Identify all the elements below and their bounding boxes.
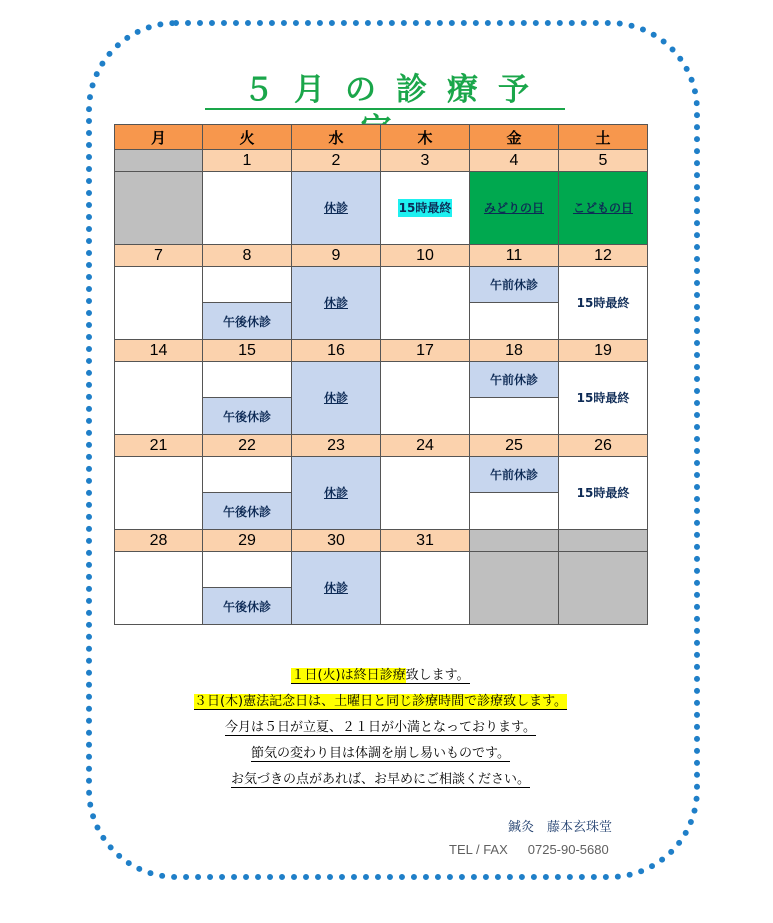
date-cell: 1: [203, 150, 292, 172]
note-text: ３日(木)憲法記念日は、土曜日と同じ診療時間で診療致します。: [193, 694, 568, 709]
date-cell: 7: [115, 245, 203, 267]
note-highlight: １日(火)は終日診療: [291, 668, 406, 683]
holiday-cell: [470, 172, 559, 245]
date-cell: 17: [381, 340, 470, 362]
date-cell: 3: [381, 150, 470, 172]
weekday-wed: 水: [292, 125, 381, 150]
date-cell: 28: [115, 530, 203, 552]
note-line-2: [114, 690, 647, 716]
afternoon-closed: 午後休診: [203, 493, 291, 529]
schedule-cell: [381, 267, 470, 340]
notes-block: [114, 664, 647, 794]
morning-half: [203, 552, 291, 588]
morning-closed: 午前休診: [470, 457, 558, 493]
date-row: [115, 150, 648, 172]
date-row: [115, 435, 648, 457]
schedule-cell: [115, 552, 203, 625]
date-cell: 11: [470, 245, 559, 267]
date-cell: 23: [292, 435, 381, 457]
date-cell: 24: [381, 435, 470, 457]
closed-cell: [292, 172, 381, 245]
date-row: [115, 245, 648, 267]
schedule-row: [115, 362, 648, 435]
empty-cell: [115, 172, 203, 245]
schedule-cell: [559, 457, 648, 530]
schedule-row: [115, 457, 648, 530]
split-cell: [470, 362, 559, 435]
date-row: [115, 530, 648, 552]
date-cell: 22: [203, 435, 292, 457]
schedule-cell: [381, 172, 470, 245]
tel-number: 0725-90-5680: [527, 842, 609, 857]
contact-line: [449, 842, 609, 857]
note-line-5: [114, 768, 647, 794]
date-cell: 16: [292, 340, 381, 362]
clinic-name: 鍼灸 藤本玄珠堂: [508, 820, 613, 835]
note-text: 致します。: [405, 668, 470, 683]
closed-label: 休診: [323, 581, 348, 595]
date-cell: [470, 530, 559, 552]
note-text: 節気の変わり目は体調を崩し易いものです。: [251, 746, 510, 761]
date-cell: 8: [203, 245, 292, 267]
date-cell: 2: [292, 150, 381, 172]
afternoon-half: [470, 493, 558, 529]
date-cell: 15: [203, 340, 292, 362]
title-underline: [205, 108, 565, 110]
schedule-cell: [381, 457, 470, 530]
date-cell: 4: [470, 150, 559, 172]
weekday-mon: 月: [115, 125, 203, 150]
closed-cell: [292, 552, 381, 625]
schedule-cell: [381, 362, 470, 435]
note-text: お気づきの点があれば、お早めにご相談ください。: [230, 772, 530, 787]
closed-label: 休診: [323, 296, 348, 310]
date-cell: 31: [381, 530, 470, 552]
split-cell: [203, 267, 292, 340]
holiday-label: こどもの日: [572, 201, 633, 215]
date-cell: 30: [292, 530, 381, 552]
empty-cell: [559, 552, 648, 625]
closed-label: 休診: [323, 486, 348, 500]
weekday-header-row: [115, 125, 648, 150]
afternoon-closed: 午後休診: [203, 398, 291, 434]
date-cell: 26: [559, 435, 648, 457]
weekday-thu: 木: [381, 125, 470, 150]
closed-label: 休診: [323, 391, 348, 405]
note-text: 今月は５日が立夏、２１日が小満となっております。: [225, 720, 536, 735]
tel-label: TEL / FAX: [449, 842, 508, 857]
split-cell: [470, 267, 559, 340]
afternoon-closed: 午後休診: [203, 303, 291, 339]
holiday-cell: [559, 172, 648, 245]
morning-closed: 午前休診: [470, 362, 558, 398]
last-entry-label: 15時最終: [576, 391, 630, 405]
weekday-tue: 火: [203, 125, 292, 150]
date-row: [115, 340, 648, 362]
last-entry-label: 15時最終: [576, 296, 630, 310]
date-cell: 10: [381, 245, 470, 267]
closed-cell: [292, 457, 381, 530]
weekday-fri: 金: [470, 125, 559, 150]
schedule-cell: [115, 362, 203, 435]
afternoon-half: [470, 303, 558, 339]
afternoon-half: [470, 398, 558, 434]
split-cell: [470, 457, 559, 530]
closed-cell: [292, 267, 381, 340]
empty-cell: [470, 552, 559, 625]
note-line-3: [114, 716, 647, 742]
date-cell: 5: [559, 150, 648, 172]
calendar-table: [114, 124, 648, 625]
split-cell: [203, 457, 292, 530]
date-cell: 29: [203, 530, 292, 552]
schedule-row: [115, 172, 648, 245]
last-entry-label: 15時最終: [576, 486, 630, 500]
note-line-1: [114, 664, 647, 690]
page-title: ５月の診療予: [243, 72, 549, 108]
date-cell: 19: [559, 340, 648, 362]
schedule-cell: [115, 457, 203, 530]
schedule-row: [115, 267, 648, 340]
split-cell: [203, 552, 292, 625]
split-cell: [203, 362, 292, 435]
schedule-cell: [559, 267, 648, 340]
date-cell: 14: [115, 340, 203, 362]
date-cell: 18: [470, 340, 559, 362]
note-line-4: [114, 742, 647, 768]
schedule-cell: [203, 172, 292, 245]
closed-cell: [292, 362, 381, 435]
closed-label: 休診: [323, 201, 348, 215]
date-cell: 25: [470, 435, 559, 457]
holiday-label: みどりの日: [483, 201, 544, 215]
date-cell: 12: [559, 245, 648, 267]
date-cell: 21: [115, 435, 203, 457]
morning-half: [203, 267, 291, 303]
schedule-cell: [381, 552, 470, 625]
schedule-row: [115, 552, 648, 625]
date-cell: [115, 150, 203, 172]
schedule-cell: [559, 362, 648, 435]
date-cell: [559, 530, 648, 552]
morning-half: [203, 362, 291, 398]
weekday-sat: 土: [559, 125, 648, 150]
schedule-cell: [115, 267, 203, 340]
date-cell: 9: [292, 245, 381, 267]
morning-closed: 午前休診: [470, 267, 558, 303]
afternoon-closed: 午後休診: [203, 588, 291, 624]
last-entry-label: 15時最終: [398, 201, 452, 215]
morning-half: [203, 457, 291, 493]
